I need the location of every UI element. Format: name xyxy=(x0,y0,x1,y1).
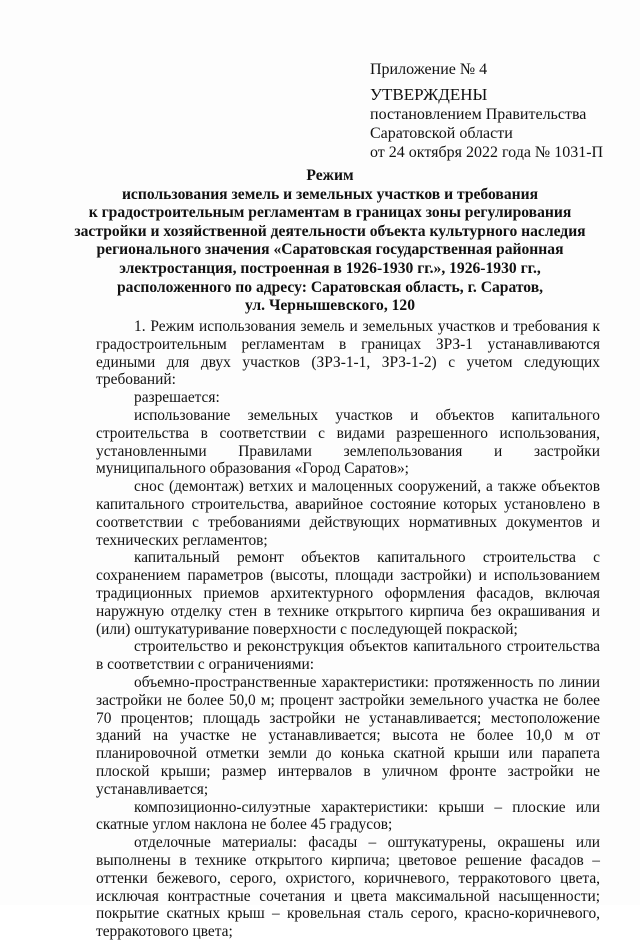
approval-block xyxy=(370,60,620,162)
heading-line: регионального значения «Саратовская государственная районная xyxy=(96,241,564,259)
document-body xyxy=(96,318,600,941)
document-heading xyxy=(60,167,600,316)
body-paragraph: снос (демонтаж) ветхих и малоценных сооружений, а также объектов капитального строительства, аварийное состояние которых установлено в соответствии с требованиями действующих нормативных документов и технических регламентов; xyxy=(96,478,600,549)
heading-line: электростанция, построенная в 1926-1930 гг.», 1926-1930 гг., xyxy=(119,259,541,277)
heading-line: использования земель и земельных участков и требования xyxy=(121,185,539,203)
heading-title: Режим xyxy=(306,167,354,184)
approved-label: УТВЕРЖДЕНЫ xyxy=(370,85,488,104)
body-paragraph: разрешается: xyxy=(134,389,220,407)
heading-line: к градостроительным регламентам в границах зоны регулирования xyxy=(88,204,572,222)
body-paragraph: 1. Режим использования земель и земельных участков и требования к градостроительным регламентам в границах ЗРЗ-1 устанавливаются едиными для двух участков (ЗРЗ-1-1, ЗРЗ-1-2) с учетом следующих требований: xyxy=(96,318,600,389)
body-paragraph: строительство и реконструкция объектов капитального строительства в соответствии с ограничениями: xyxy=(96,638,600,674)
body-paragraph: композиционно-силуэтные характеристики: крыши – плоские или скатные углом наклона не более 45 градусов; xyxy=(96,798,600,834)
approval-line-3: от 24 октября 2022 года № 1031-П xyxy=(370,144,604,161)
heading-line: застройки и хозяйственной деятельности объекта культурного наследия xyxy=(74,222,586,240)
approval-line-1: постановлением Правительства xyxy=(370,106,587,123)
body-paragraph: объемно-пространственные характеристики: протяженность по линии застройки не более 50,0 м; процент застройки земельного участка не более 70 процентов; площадь застройки не устанавливается; местоположение зданий на участке не устанавливается; высота не более 10,0 м от планировочной отметки земли до конька скатной крыши или парапета плоской крыши; размер интервалов в уличном фронте застройки не устанавливается; xyxy=(96,673,600,798)
body-paragraph: отделочные материалы: фасады – оштукатурены, окрашены или выполнены в технике открытого кирпича; цветовое решение фасадов – оттенки бежевого, серого, охристого, коричневого, терракотового цвета, исключая контрастные сочетания и цвета максимальной насыщенности; покрытие скатных крыш – кровельная сталь серого, красно-коричневого, терракотового цвета; xyxy=(96,834,600,941)
approval-line-2: Саратовской области xyxy=(370,125,513,142)
body-paragraph: капитальный ремонт объектов капитального строительства с сохранением параметров (высоты, площади застройки) и использованием традиционных приемов архитектурного оформления фасадов, включая наружную отделку стен в технике открытого кирпича без окрашивания и (или) оштукатуривание поверхности с последующей покраской; xyxy=(96,549,600,638)
body-paragraph: использование земельных участков и объектов капитального строительства в соответствии с видами разрешенного использования, установленными Правилами землепользования и застройки муниципального образования «Город Саратов»; xyxy=(96,406,600,478)
appendix-number: Приложение № 4 xyxy=(370,61,488,78)
heading-line: ул. Чернышевского, 120 xyxy=(244,297,416,315)
heading-line: расположенного по адресу: Саратовская область, г. Саратов, xyxy=(116,278,544,296)
